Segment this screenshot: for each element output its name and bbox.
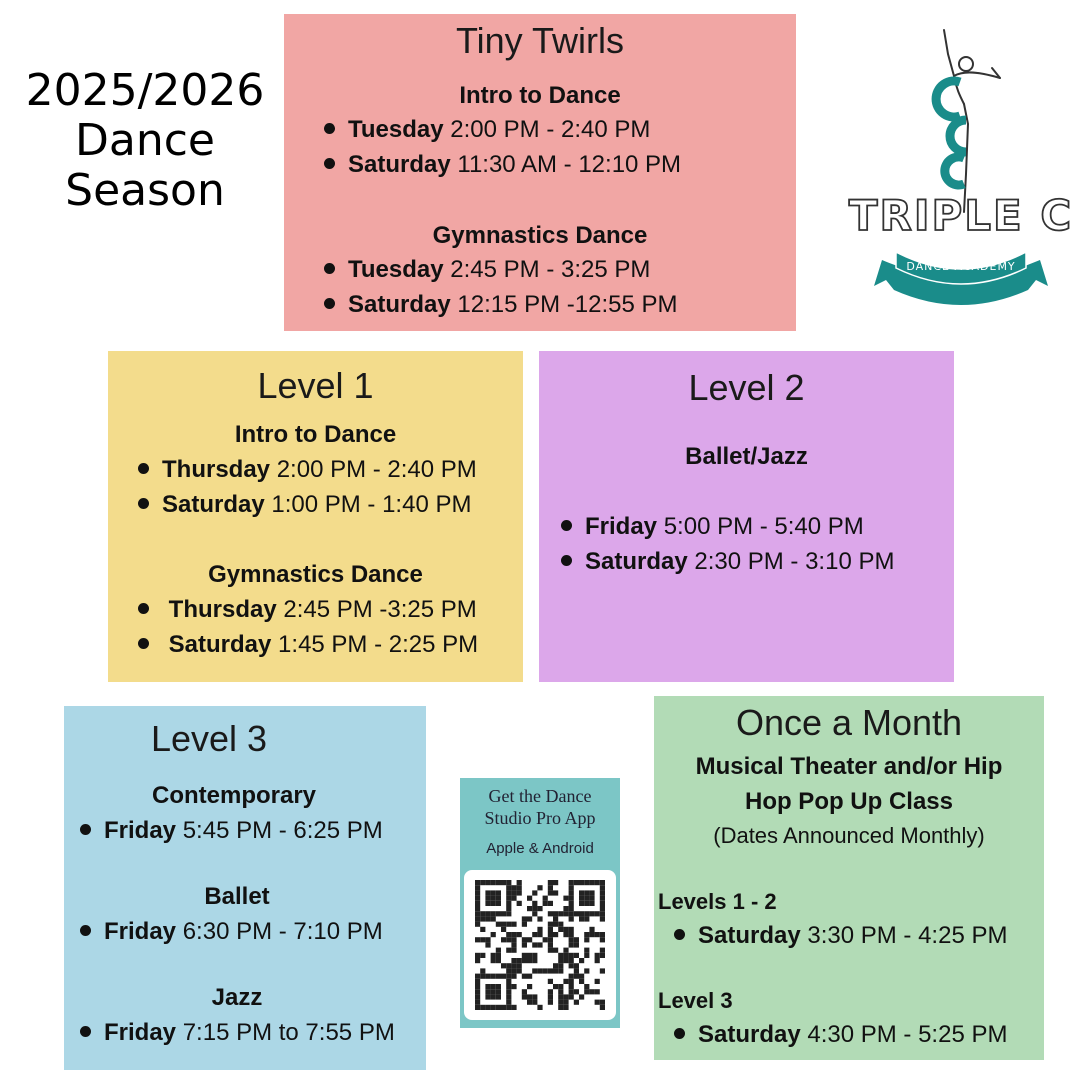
monthly-level3-session: Saturday 4:30 PM - 5:25 PM [674,1021,1007,1049]
monthly-levels12-session: Saturday 3:30 PM - 4:25 PM [674,922,1007,950]
tiny-gym-heading: Gymnastics Dance [432,222,648,249]
monthly-level3-heading: Level 3 [658,988,733,1013]
app-promo-line2: Studio Pro App [484,808,596,828]
level3-contemporary-heading: Contemporary [151,782,317,809]
bullet-icon [674,929,685,940]
level2-panel [539,351,954,682]
tiny-gym-session-1: Tuesday 2:45 PM - 3:25 PM [324,256,650,284]
qr-code-icon[interactable] [464,870,616,1020]
season-title [20,66,270,216]
monthly-dates-note: (Dates Announced Monthly) [713,823,985,848]
level1-intro-heading: Intro to Dance [234,421,397,448]
season-word-dance: Dance [75,115,215,166]
bullet-icon [561,520,572,531]
bullet-icon [80,925,91,936]
level2-session-1: Friday 5:00 PM - 5:40 PM [561,513,864,541]
level1-intro-session-1: Thursday 2:00 PM - 2:40 PM [138,456,477,484]
level3-ballet-session: Friday 6:30 PM - 7:10 PM [80,918,383,946]
level2-balletjazz-heading: Ballet/Jazz [685,443,808,470]
bullet-icon [138,638,149,649]
tiny-twirls-panel [284,14,796,331]
dancer-logo-icon [848,24,1074,304]
bullet-icon [80,1026,91,1037]
bullet-icon [324,158,335,169]
level3-contemporary-session: Friday 5:45 PM - 6:25 PM [80,817,383,845]
level1-gym-session-2: Saturday 1:45 PM - 2:25 PM [138,631,478,659]
app-download-card [460,778,620,1028]
logo-name: TRIPLE C [848,191,1074,240]
bullet-icon [324,263,335,274]
tiny-twirls-title: Tiny Twirls [455,20,624,61]
tiny-gym-session-2: Saturday 12:15 PM -12:55 PM [324,291,678,319]
level3-jazz-session: Friday 7:15 PM to 7:55 PM [80,1019,395,1047]
app-promo-line1: Get the Dance [488,786,592,806]
app-platforms: Apple & Android [486,840,594,857]
season-years: 2025/2026 [25,65,265,116]
tiny-intro-heading: Intro to Dance [459,82,621,109]
level2-title: Level 2 [688,367,805,408]
level1-panel [108,351,523,682]
tiny-intro-session-1: Tuesday 2:00 PM - 2:40 PM [324,116,650,144]
level3-ballet-heading: Ballet [204,883,270,910]
monthly-title: Once a Month [735,702,963,743]
monthly-subtitle-line1: Musical Theater and/or Hip [695,753,1003,780]
bullet-icon [138,498,149,509]
level1-title: Level 1 [257,365,374,406]
bullet-icon [324,123,335,134]
level1-intro-session-2: Saturday 1:00 PM - 1:40 PM [138,491,471,519]
monthly-panel [654,696,1044,1060]
monthly-subtitle-line2: Hop Pop Up Class [744,788,954,815]
bullet-icon [80,824,91,835]
level3-title: Level 3 [150,718,268,759]
bullet-icon [561,555,572,566]
bullet-icon [674,1028,685,1039]
logo-tagline: DANCE ACADEMY [906,260,1016,273]
level3-panel [64,706,426,1070]
level2-session-2: Saturday 2:30 PM - 3:10 PM [561,548,894,576]
level1-gym-session-1: Thursday 2:45 PM -3:25 PM [138,596,477,624]
bullet-icon [324,298,335,309]
level1-gym-heading: Gymnastics Dance [208,561,423,588]
tiny-intro-session-2: Saturday 11:30 AM - 12:10 PM [324,151,681,179]
bullet-icon [138,603,149,614]
monthly-levels12-heading: Levels 1 - 2 [658,889,777,914]
season-word-season: Season [65,165,225,216]
bullet-icon [138,463,149,474]
level3-jazz-heading: Jazz [211,984,263,1011]
